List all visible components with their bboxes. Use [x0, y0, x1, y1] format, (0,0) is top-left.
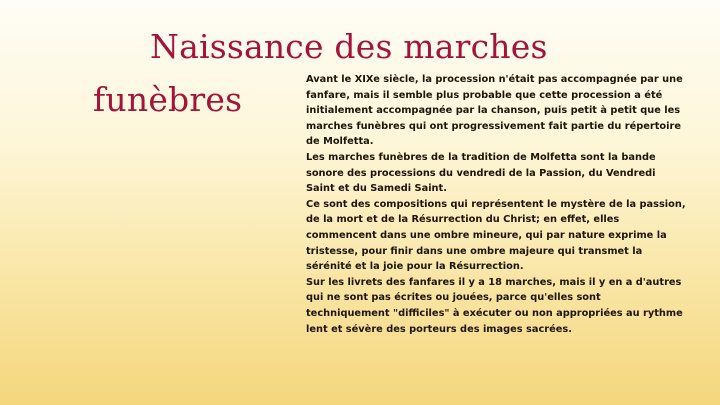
slide-title-line-2: funèbres [93, 80, 243, 119]
paragraph-origins: Avant le XIXe siècle, la procession n'était pas accompagnée par une fanfare, mais il semble plus probable que cette procession a été initialement accompagnée par la chanson, puis petit à petit que les marches funèbres qui ont progressivement fait partie du répertoire de Molfetta. [306, 74, 683, 148]
slide-title-line-1: Naissance des marches [150, 27, 548, 66]
paragraph-soundtrack: Les marches funèbres de la tradition de Molfetta sont la bande sonore des processions du vendredi de la Passion, du Vendredi Saint et du Samedi Saint. [306, 151, 656, 195]
paragraph-compositions: Ce sont des compositions qui représentent le mystère de la passion, de la mort et de la Résurrection du Christ; en effet, elles commencent dans une ombre mineure, qui par nature exprime la tristesse, pour finir dans une ombre majeure qui transmet la sérénité et la joie pour la Résurrection. [306, 198, 686, 273]
body-text [306, 72, 686, 337]
paragraph-booklets: Sur les livrets des fanfares il y a 18 marches, mais il y en a d'autres qui ne sont pas écrites ou jouées, parce qu'elles sont techniquement "difficiles" à exécuter ou non appropriées au rythme lent et sévère des porteurs des images sacrées. [306, 276, 683, 335]
